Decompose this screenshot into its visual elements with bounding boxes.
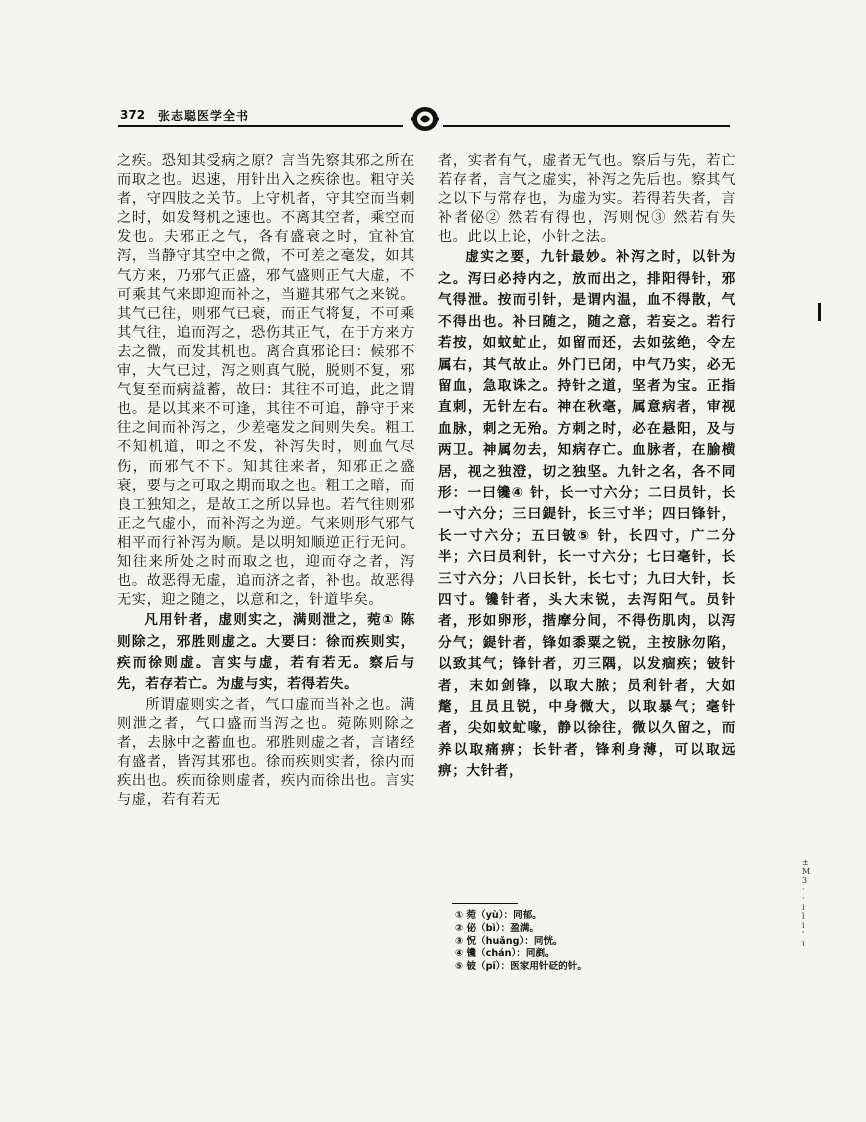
paragraph-commentary-1: 之疾。恐知其受病之原？言当先察其邪之所在而取之也。迟速，用针出入之疾徐也。粗守关者，守四肢之关节。上守机者，守其空而当刺之时，如发弩机之速也。不离其空者，乘空而发也。夫邪正之气，各有盛衰之时，宜补宜泻，当静守其空中之微，不可差之毫发，如其气方来，乃邪气正盛，邪气盛则正气大虚，不可乘其气来即迎而补之，当避其邪气之来锐。其气已往，则邪气已衰，而正气将复，不可乘其气往，追而泻之，恐伤其正气，在于方来方去之微，而发其机也。离合真邪论曰：候邪不审，大气已过，泻之则真气脱，脱则不复，邪气复至而病益蓄，故曰：其往不可追，此之谓也。是以其来不可逢，其往不可追，静守于来往之间而补泻之，少差毫发之间则失矣。粗工不知机道，叩之不发，补泻失时，则血气尽伤，而邪气不下。知其往来者，知邪正之盛衰，要与之可取之期而取之也。粗工之暗，而良工独知之，是故工之所以异也。若气往则邪正之气虚小，而补泻之为逆。气来则形气邪气相平而行补泻为顺。是以明知顺逆正行无问。知往来所处之时而取之也，迎而夺之者，泻也。故恶得无虚，追而济之者，补也。故恶得无实，迎之随之，以意和之，针道毕矣。 <box>117 153 415 609</box>
margin-mark <box>818 303 821 321</box>
paragraph-commentary-2: 所谓虚则实之者，气口虚而当补之也。满则泄之者，气口盛而当泻之也。菀陈则除之者，去脉中之蓄血也。邪胜则虚之者，言诸经有盛者，皆泻其邪也。徐而疾则实者，徐内而疾出也。疾而徐则虚者，疾内而徐出也。言实与虚，若有若无 <box>117 696 415 809</box>
footnote-item: ④ 镵（chán）：同剷。 <box>455 948 555 960</box>
book-title: 张志聪医学全书 <box>158 109 250 123</box>
paragraph-classic-text-2: 虚实之要，九针最妙。补泻之时，以针为之。泻曰必持内之，放而出之，排阳得针，邪气得泄。按而引针，是谓内温，血不得散，气不得出也。补曰随之，随之意，若妄之。若行若按，如蚊虻止，如留而还，去如弦绝，令左属右，其气故止。外门已闭，中气乃实，必无留血，急取诛之。持针之道，坚者为宝。正指直刺，无针左右。神在秋毫，属意病者，审视血脉，刺之无殆。方刺之时，必在悬阳，及与两卫。神属勿去，知病存亡。血脉者，在腧横居，视之独澄，切之独坚。九针之名，各不同形：一曰镵④ 针，长一寸六分；二曰员针，长一寸六分；三曰鍉针，长三寸半；四曰锋针，长一寸六分；五曰铍⑤ 针，长四寸，广二分半；六曰员利针，长一寸六分；七曰毫针，长三寸六分；八曰长针，长七寸；九曰大针，长四寸。镵针者，头大末锐，去泻阳气。员针者，形如卵形，揩摩分间，不得伤肌肉，以泻分气；鍉针者，锋如黍粟之锐，主按脉勿陷，以致其气；锋针者，刃三隅，以发痼疾；铍针者，末如剑锋，以取大脓；员利针者，大如氂，且员且锐，中身微大，以取暴气；毫针者，尖如蚊虻喙，静以徐往，微以久留之，而养以取痛痹；长针者，锋利身薄，可以取远痹；大针者， <box>438 249 736 780</box>
left-text-column <box>117 152 415 810</box>
paragraph-classic-text-1: 凡用针者，虚则实之，满则泄之，菀① 陈则除之，邪胜则虚之。大要曰：徐而疾则实，疾而徐则虚。言实与虚，若有若无。察后与先，若存若亡。为虚与实，若得若失。 <box>117 612 415 693</box>
running-header <box>118 100 730 128</box>
right-text-column <box>438 152 736 783</box>
page-number: 372 <box>120 108 146 122</box>
header-rule-left <box>118 125 403 127</box>
header-rule-right <box>443 125 730 127</box>
footnote-item: ② 佖（bì）：盈满。 <box>455 922 539 934</box>
footnotes <box>455 910 715 974</box>
paragraph-commentary-3: 者，实者有气，虚者无气也。察后与先，若亡若存者，言气之虚实，补泻之先后也。察其气之以下与常存也，为虚为实。若得若失者，言补者佖② 然若有得也，泻则怳③ 然若有失也。此以上论，小针之法。 <box>438 153 736 246</box>
footnote-item: ① 菀（yù）：同郁。 <box>455 910 542 921</box>
footnote-item: ③ 怳（huǎng）：同恍。 <box>455 935 563 947</box>
publisher-emblem-icon <box>409 104 441 134</box>
margin-scan-artifact: ± M 3 · · i l i ' ι <box>802 858 811 948</box>
footnote-item: ⑤ 铍（pī）：医家用针砭的针。 <box>455 961 587 973</box>
footnote-divider <box>452 903 518 904</box>
